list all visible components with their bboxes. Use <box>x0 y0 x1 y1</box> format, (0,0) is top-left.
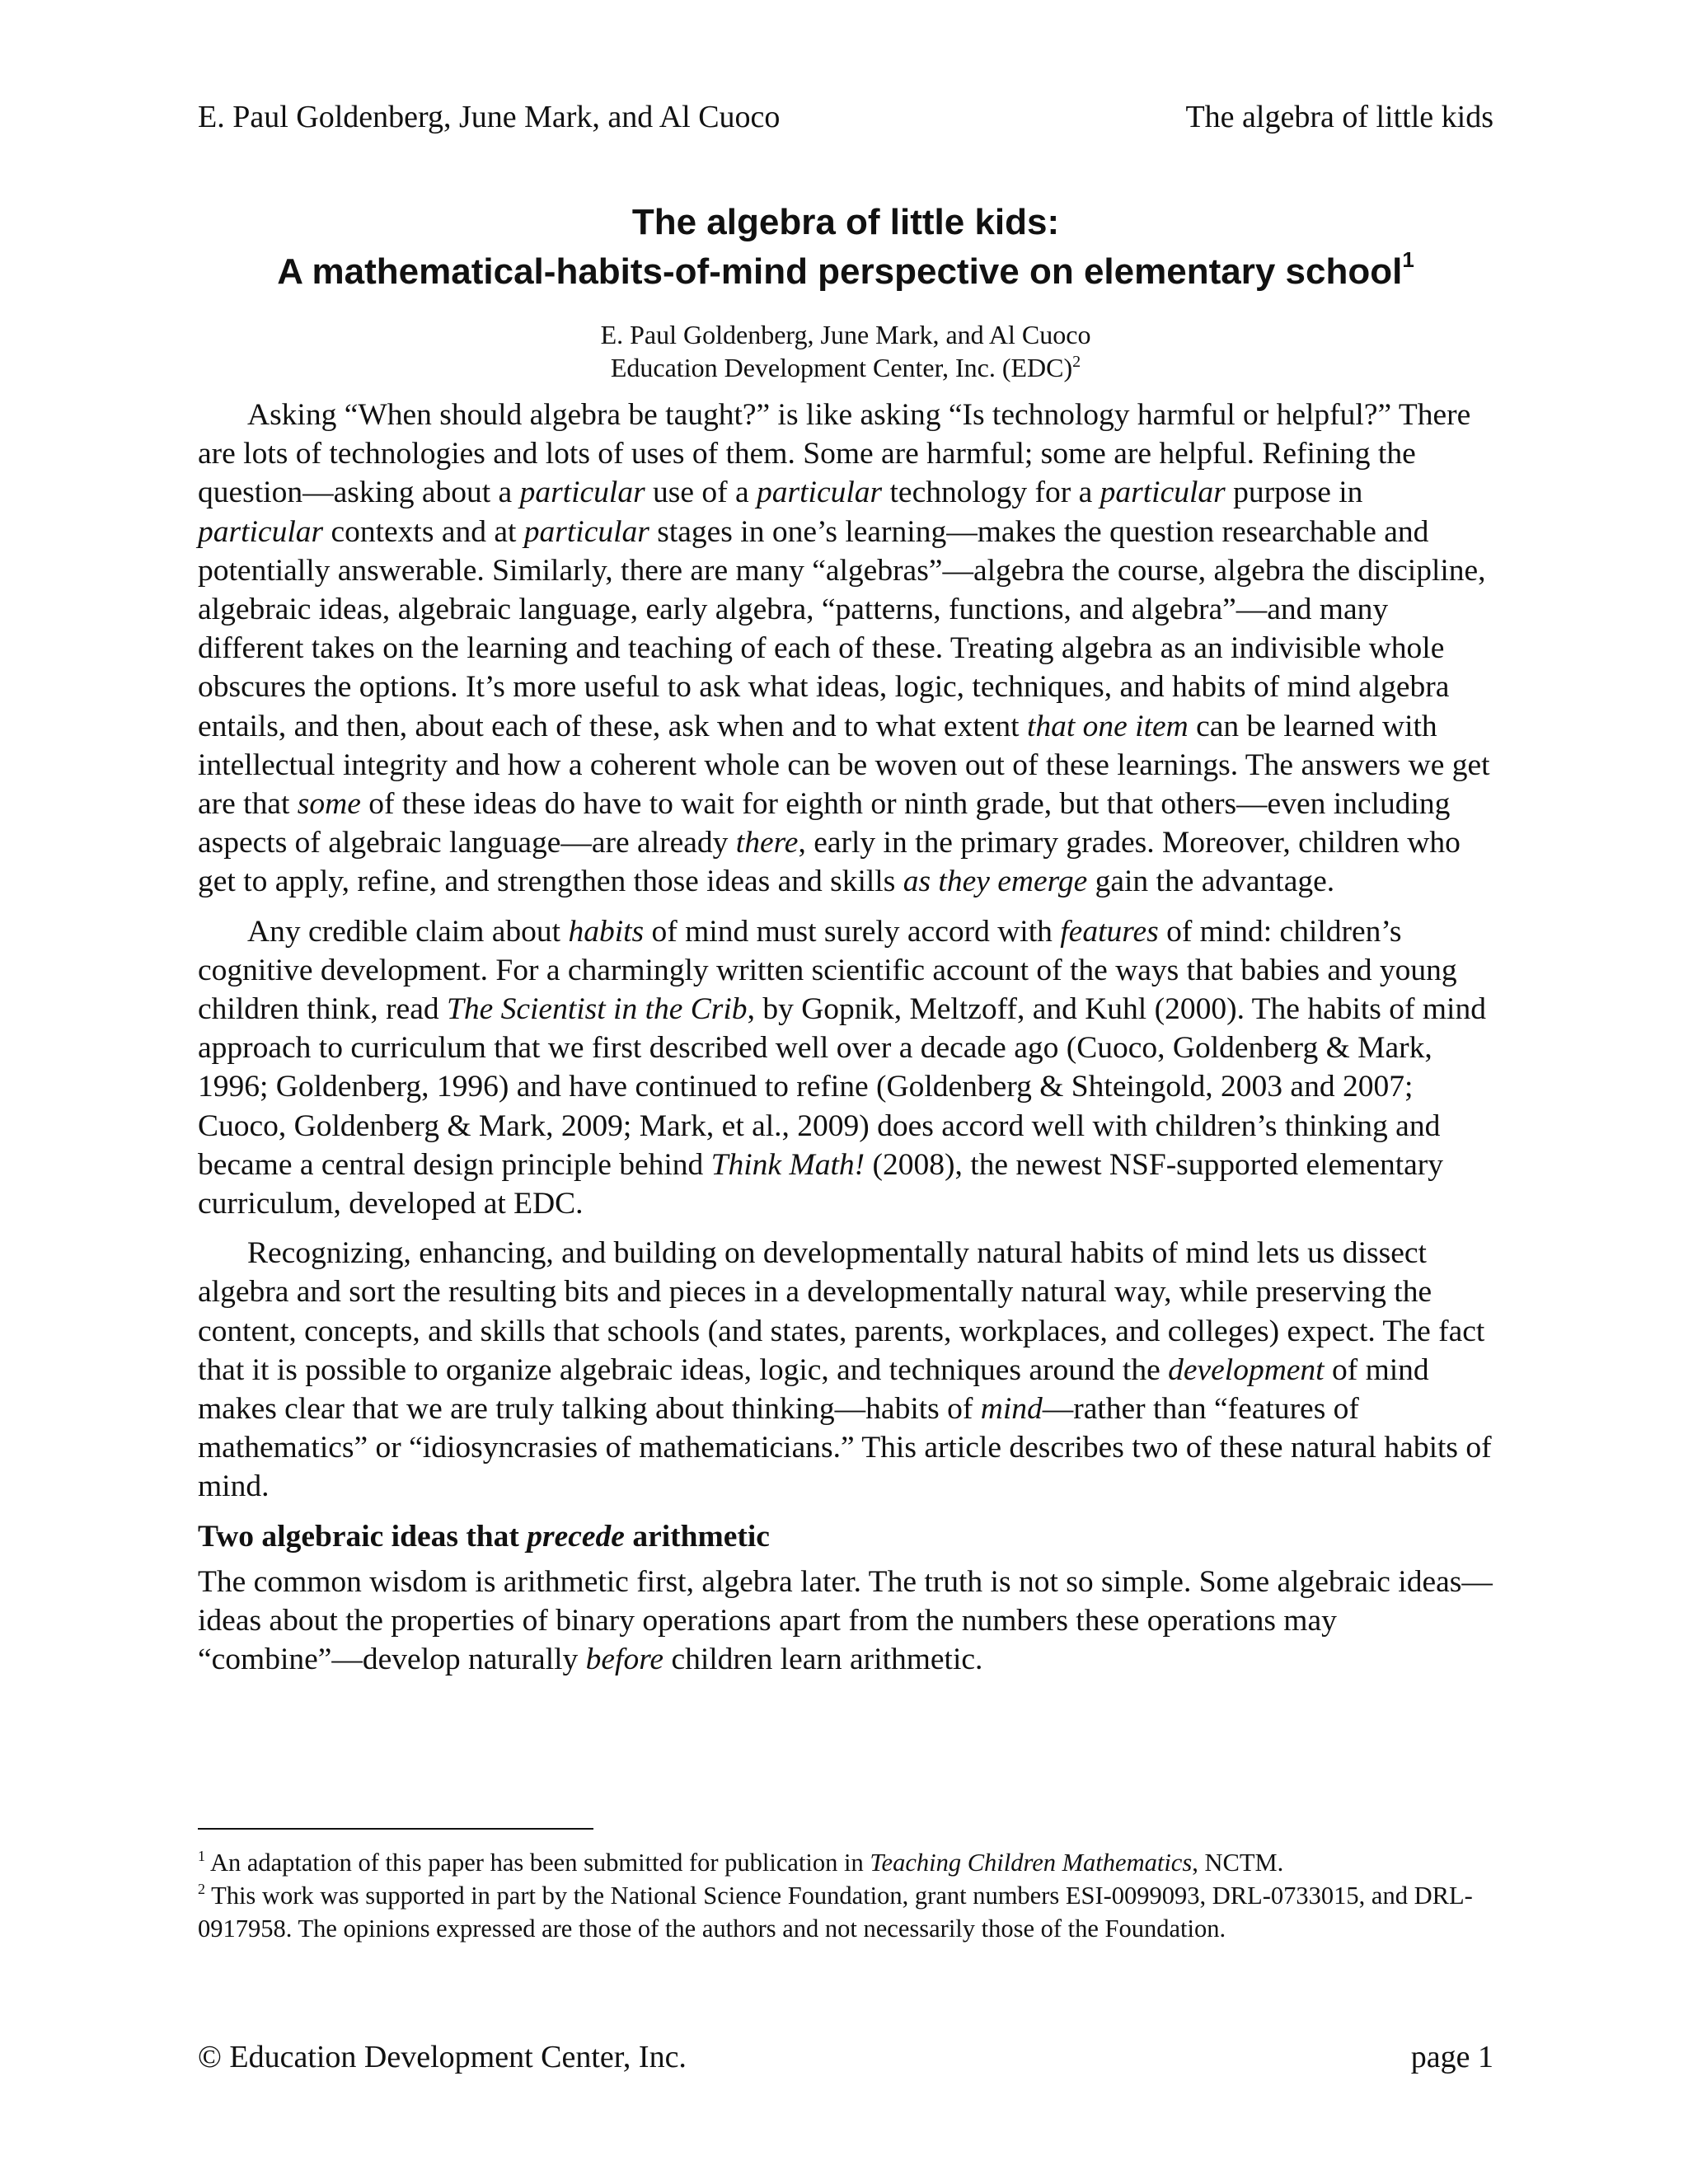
title-line-2-text: A mathematical-habits-of-mind perspective on elementary school <box>277 251 1403 292</box>
running-footer <box>198 2037 1493 2077</box>
paragraph-1 <box>198 396 1493 902</box>
emphasis: particular <box>519 476 645 510</box>
footnote-1 <box>198 1846 1493 1879</box>
running-header <box>198 97 1493 137</box>
emphasis: mind <box>980 1392 1043 1427</box>
footnote-text: , NCTM. <box>1192 1849 1284 1877</box>
text-run: Asking “When should algebra be taught?” is like asking “Is technology harmful or helpful?” There are lots of technologies and lots of uses of them. Some are harmful; some are helpful. Refining the question—asking about a <box>198 398 1471 510</box>
emphasis: there <box>735 826 799 860</box>
heading-text: Two algebraic ideas that <box>198 1519 528 1554</box>
text-run: purpose in <box>1225 476 1363 510</box>
author-names: E. Paul Goldenberg, June Mark, and Al Cuoco <box>600 320 1091 349</box>
text-run: technology for a <box>882 476 1100 510</box>
footnote-separator <box>198 1828 593 1830</box>
heading-text: arithmetic <box>624 1519 770 1554</box>
title-line-2 <box>198 247 1493 297</box>
text-run: can be learned with intellectual integrity and how a coherent whole can be woven out of these learnings. The answers we get are that <box>198 709 1490 822</box>
footnote-1-mark: 1 <box>198 1848 205 1864</box>
text-run: , by Gopnik, Meltzoff, and Kuhl (2000). The habits of mind approach to curriculum that we first described well over a decade ago (Cuoco, Goldenberg & Mark, 1996; Goldenberg, 1996) and have continued to refine (Goldenberg & Shteingold, 2003 and 2007; Cuoco, Goldenberg & Mark, 2009; Mark, et al., 2009) does accord well with children’s thinking and became a central design principle behind <box>198 992 1486 1182</box>
text-run: , early in the primary grades. Moreover, children who get to apply, refine, and strengthen those ideas and skills <box>198 826 1461 899</box>
title-line-1: The algebra of little kids: <box>631 202 1060 242</box>
text-run: (2008), the newest NSF-supported elementary curriculum, developed at EDC. <box>198 1147 1444 1221</box>
copyright-notice: © Education Development Center, Inc. <box>198 2040 687 2074</box>
text-run: of mind: children’s cognitive development. For a charmingly written scientific account of the ways that babies and young children think, read <box>198 914 1457 1027</box>
section-heading <box>198 1517 1493 1556</box>
byline <box>198 318 1493 384</box>
emphasis: before <box>585 1643 664 1677</box>
journal-title: Teaching Children Mathematics <box>870 1849 1193 1877</box>
paper-title <box>198 198 1493 297</box>
author-affiliation <box>198 351 1493 384</box>
text-run: of mind must surely accord with <box>644 914 1061 949</box>
emphasis: particular <box>523 514 649 549</box>
page-number: page 1 <box>1410 2040 1493 2074</box>
running-header-authors: E. Paul Goldenberg, June Mark, and Al Cuoco <box>198 100 781 134</box>
footnote-text: This work was supported in part by the National Science Foundation, grant numbers ESI-0099093, DRL-0733015, and DRL-0917958. The opinions expressed are those of the authors and not necessarily those of the Foundation. <box>198 1882 1473 1943</box>
text-run: of these ideas do have to wait for eighth or ninth grade, but that others—even including aspects of algebraic language—are already <box>198 787 1451 860</box>
emphasis: habits <box>568 914 645 949</box>
footnote-2 <box>198 1879 1493 1945</box>
paragraph-3 <box>198 1234 1493 1506</box>
footnotes <box>198 1846 1493 1945</box>
text-run: stages in one’s learning—makes the question researchable and potentially answerable. Similarly, there are many “algebras”—algebra the course, algebra the discipline, algebraic ideas, algebraic language, early algebra, “patterns, functions, and algebra”—and many different takes on the learning and teaching of each of these. Treating algebra as an indivisible whole obscures the options. It’s more useful to ask what ideas, logic, techniques, and habits of mind algebra entails, and then, about each of these, ask when and to what extent <box>198 514 1486 743</box>
emphasis: particular <box>198 514 324 549</box>
emphasis: as they emerge <box>903 865 1088 899</box>
text-run: use of a <box>645 476 757 510</box>
book-title: The Scientist in the Crib <box>446 992 748 1027</box>
emphasis: particular <box>757 476 883 510</box>
emphasis: that one item <box>1026 709 1189 743</box>
emphasis: some <box>297 787 361 822</box>
emphasis: development <box>1168 1352 1325 1387</box>
footnote-text: An adaptation of this paper has been submitted for publication in <box>205 1849 870 1877</box>
text-run: Any credible claim about <box>247 914 569 949</box>
text-run: of mind makes clear that we are truly talking about thinking—habits of <box>198 1352 1429 1427</box>
title-footnote-mark[interactable]: 1 <box>1402 247 1414 272</box>
paragraph-4 <box>198 1563 1493 1680</box>
body-text <box>198 396 1493 1679</box>
text-run: —rather than “features of mathematics” or “idiosyncrasies of mathematicians.” This article describes two of these natural habits of mind. <box>198 1392 1492 1504</box>
running-header-short-title: The algebra of little kids <box>1185 100 1493 134</box>
text-run: gain the advantage. <box>1087 865 1335 899</box>
curriculum-title: Think Math! <box>710 1147 865 1182</box>
text-run: children learn arithmetic. <box>663 1643 983 1677</box>
emphasis: particular <box>1100 476 1226 510</box>
footnote-2-mark: 2 <box>198 1881 205 1897</box>
affiliation-text: Education Development Center, Inc. (EDC) <box>610 353 1073 382</box>
text-run: Recognizing, enhancing, and building on developmentally natural habits of mind lets us dissect algebra and sort the resulting bits and pieces in a developmentally natural way, while preserving the content, concepts, and skills that schools (and states, parents, workplaces, and colleges) expect. The fact that it is possible to organize algebraic ideas, logic, and techniques around the <box>198 1236 1485 1387</box>
heading-emphasis: precede <box>527 1519 625 1554</box>
paragraph-2 <box>198 912 1493 1224</box>
text-run: contexts and at <box>323 514 524 549</box>
affiliation-footnote-mark[interactable]: 2 <box>1072 353 1081 371</box>
emphasis: features <box>1060 914 1159 949</box>
text-run: The common wisdom is arithmetic first, algebra later. The truth is not so simple. Some algebraic ideas—ideas about the properties of binary operations apart from the numbers these operations may “combine”—develop naturally <box>198 1564 1493 1677</box>
